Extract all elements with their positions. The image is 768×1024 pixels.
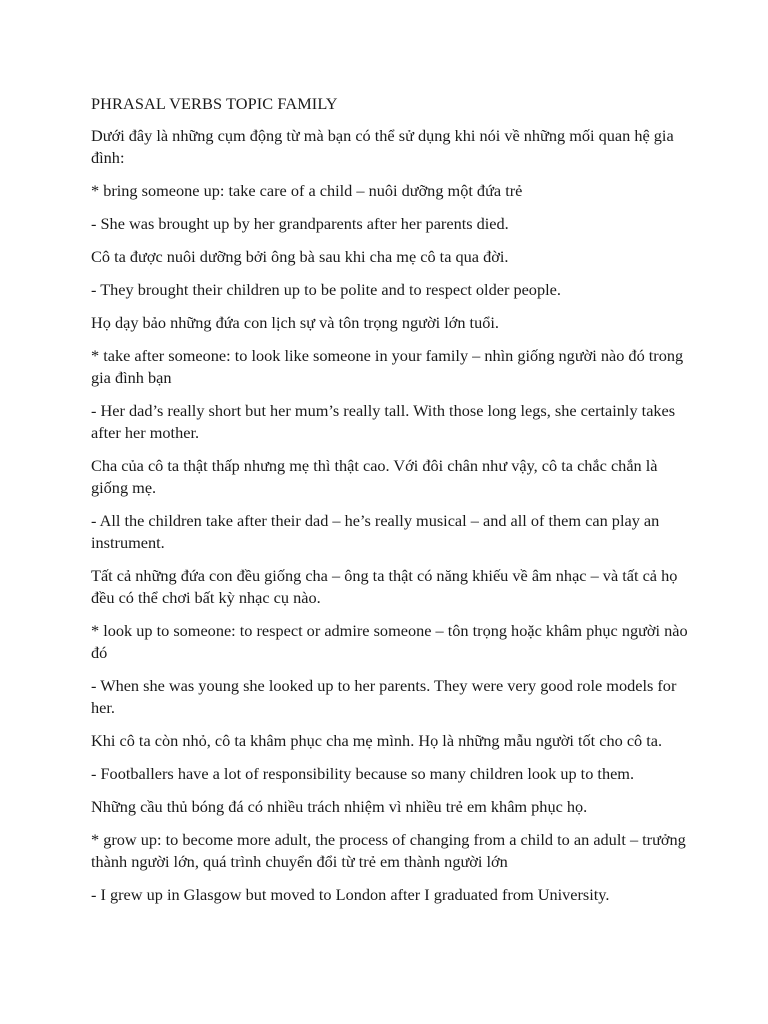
- translation-sentence: Tất cả những đứa con đều giống cha – ông ta thật có năng khiếu về âm nhạc – và tất cả họ đều có thể chơi bất kỳ nhạc cụ nào.: [91, 566, 678, 607]
- phrasal-verb-bring-up: * bring someone up: take care of a child – nuôi dưỡng một đứa trẻ: [91, 181, 523, 200]
- translation-sentence: Họ dạy bảo những đứa con lịch sự và tôn trọng người lớn tuổi.: [91, 313, 499, 332]
- example-sentence: - Her dad’s really short but her mum’s really tall. With those long legs, she certainly takes after her mother.: [91, 401, 676, 442]
- intro-paragraph: Dưới đây là những cụm động từ mà bạn có thể sử dụng khi nói về những mối quan hệ gia đình:: [91, 126, 674, 167]
- translation-sentence: Khi cô ta còn nhỏ, cô ta khâm phục cha mẹ mình. Họ là những mẫu người tốt cho cô ta.: [91, 731, 663, 750]
- example-sentence: - Footballers have a lot of responsibility because so many children look up to them.: [91, 764, 635, 783]
- translation-sentence: Cha của cô ta thật thấp nhưng mẹ thì thật cao. Với đôi chân như vậy, cô ta chắc chắn là giống mẹ.: [91, 456, 658, 497]
- document-title: PHRASAL VERBS TOPIC FAMILY: [91, 94, 338, 113]
- example-sentence: - She was brought up by her grandparents after her parents died.: [91, 214, 509, 233]
- phrasal-verb-grow-up: * grow up: to become more adult, the process of changing from a child to an adult – trưởng thành người lớn, quá trình chuyển đổi từ trẻ em thành người lớn: [91, 830, 686, 871]
- example-sentence: - All the children take after their dad – he’s really musical – and all of them can play an instrument.: [91, 511, 660, 552]
- phrasal-verb-look-up-to: * look up to someone: to respect or admire someone – tôn trọng hoặc khâm phục người nào đó: [91, 621, 688, 662]
- phrasal-verb-take-after: * take after someone: to look like someone in your family – nhìn giống người nào đó trong gia đình bạn: [91, 346, 684, 387]
- document-page: [91, 93, 691, 917]
- example-sentence: - When she was young she looked up to her parents. They were very good role models for her.: [91, 676, 677, 717]
- example-sentence: - I grew up in Glasgow but moved to London after I graduated from University.: [91, 885, 610, 904]
- translation-sentence: Những cầu thủ bóng đá có nhiều trách nhiệm vì nhiều trẻ em khâm phục họ.: [91, 797, 588, 816]
- translation-sentence: Cô ta được nuôi dưỡng bởi ông bà sau khi cha mẹ cô ta qua đời.: [91, 247, 509, 266]
- example-sentence: - They brought their children up to be polite and to respect older people.: [91, 280, 561, 299]
